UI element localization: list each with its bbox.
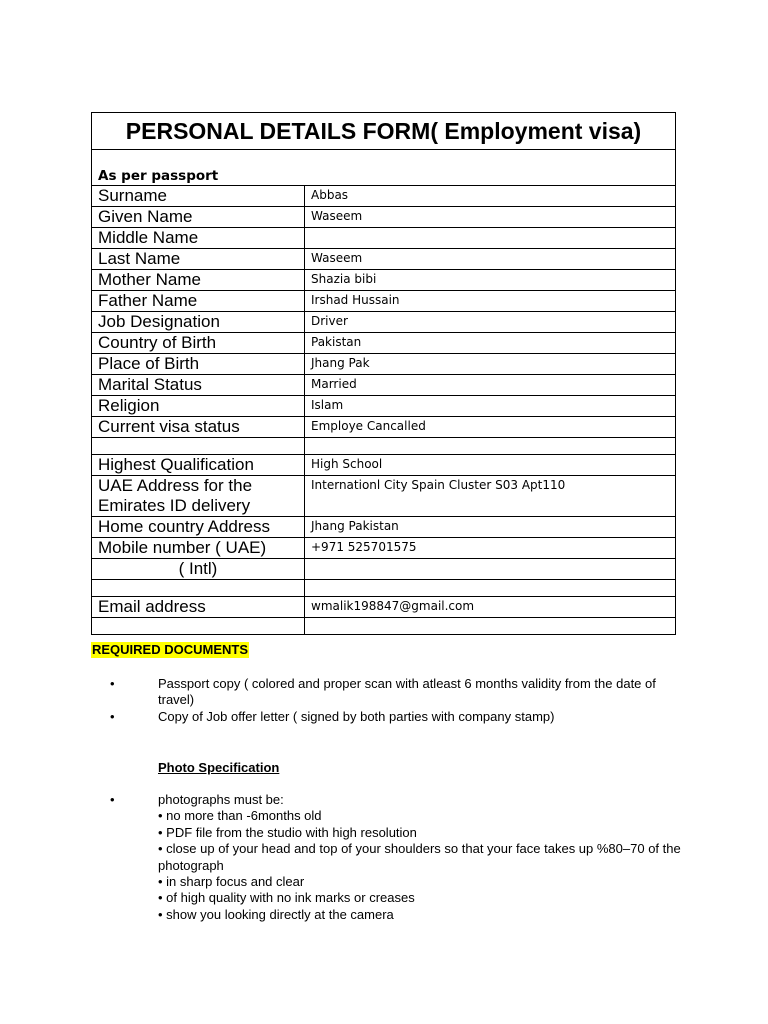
label-marital-status: Marital Status — [92, 375, 305, 396]
value-father-name: Irshad Hussain — [305, 291, 676, 312]
value-country-of-birth: Pakistan — [305, 333, 676, 354]
photo-specification-list — [110, 792, 690, 924]
label-country-of-birth: Country of Birth — [92, 333, 305, 354]
list-item — [110, 676, 690, 708]
value-marital-status: Married — [305, 375, 676, 396]
label-email-address: Email address — [92, 597, 305, 618]
photo-req-quality: • of high quality with no ink marks or creases — [158, 890, 415, 906]
value-blank-row — [305, 438, 676, 455]
value-given-name: Waseem — [305, 207, 676, 228]
form-title: PERSONAL DETAILS FORM( Employment visa) — [92, 113, 676, 150]
value-blank-row-3 — [305, 618, 676, 635]
value-mother-name: Shazia bibi — [305, 270, 676, 291]
value-email-address: wmalik198847@gmail.com — [305, 597, 676, 618]
label-given-name: Given Name — [92, 207, 305, 228]
value-highest-qualification: High School — [305, 455, 676, 476]
label-last-name: Last Name — [92, 249, 305, 270]
value-surname: Abbas — [305, 186, 676, 207]
label-blank-row-2 — [92, 580, 305, 597]
label-blank-row — [92, 438, 305, 455]
bullet-icon: • — [110, 676, 115, 691]
value-mobile-uae: +971 525701575 — [305, 538, 676, 559]
photo-intro: photographs must be: — [158, 792, 284, 807]
label-job-designation: Job Designation — [92, 312, 305, 333]
photo-req-camera: • show you looking directly at the camera — [158, 906, 394, 922]
value-last-name: Waseem — [305, 249, 676, 270]
bullet-icon: • — [110, 792, 115, 807]
label-religion: Religion — [92, 396, 305, 417]
required-documents-heading: REQUIRED DOCUMENTS — [92, 642, 249, 657]
label-place-of-birth: Place of Birth — [92, 354, 305, 375]
value-mobile-intl — [305, 559, 676, 580]
label-mobile-intl: ( Intl) — [92, 559, 305, 580]
value-current-visa-status: Employe Cancalled — [305, 417, 676, 438]
value-home-country-address: Jhang Pakistan — [305, 517, 676, 538]
photo-req-age: • no more than -6months old — [158, 808, 322, 824]
required-doc-job-offer: Copy of Job offer letter ( signed by both parties with company stamp) — [158, 709, 555, 724]
value-religion: Islam — [305, 396, 676, 417]
photo-req-pdf: • PDF file from the studio with high resolution — [158, 824, 417, 840]
form-subheading: As per passport — [92, 150, 676, 186]
value-place-of-birth: Jhang Pak — [305, 354, 676, 375]
list-item — [110, 709, 690, 725]
required-documents-list — [110, 676, 690, 726]
value-job-designation: Driver — [305, 312, 676, 333]
photo-req-focus: • in sharp focus and clear — [158, 874, 305, 890]
label-highest-qualification: Highest Qualification — [92, 455, 305, 476]
label-mobile-uae: Mobile number ( UAE) — [92, 538, 305, 559]
value-middle-name — [305, 228, 676, 249]
label-blank-row-3 — [92, 618, 305, 635]
list-item — [110, 792, 690, 923]
label-current-visa-status: Current visa status — [92, 417, 305, 438]
label-surname: Surname — [92, 186, 305, 207]
photo-req-closeup: • close up of your head and top of your shoulders so that your face takes up %80–70 of the photograph — [158, 841, 681, 873]
label-home-country-address: Home country Address — [92, 517, 305, 538]
photo-specification-heading: Photo Specification — [158, 760, 280, 775]
value-uae-address: Internationl City Spain Cluster S03 Apt110 — [305, 476, 676, 517]
value-blank-row-2 — [305, 580, 676, 597]
label-father-name: Father Name — [92, 291, 305, 312]
bullet-icon: • — [110, 709, 115, 724]
label-middle-name: Middle Name — [92, 228, 305, 249]
label-mother-name: Mother Name — [92, 270, 305, 291]
personal-details-table — [91, 112, 676, 635]
required-doc-passport: Passport copy ( colored and proper scan with atleast 6 months validity from the date of travel) — [158, 676, 656, 707]
label-uae-address: UAE Address for the Emirates ID delivery — [92, 476, 305, 517]
